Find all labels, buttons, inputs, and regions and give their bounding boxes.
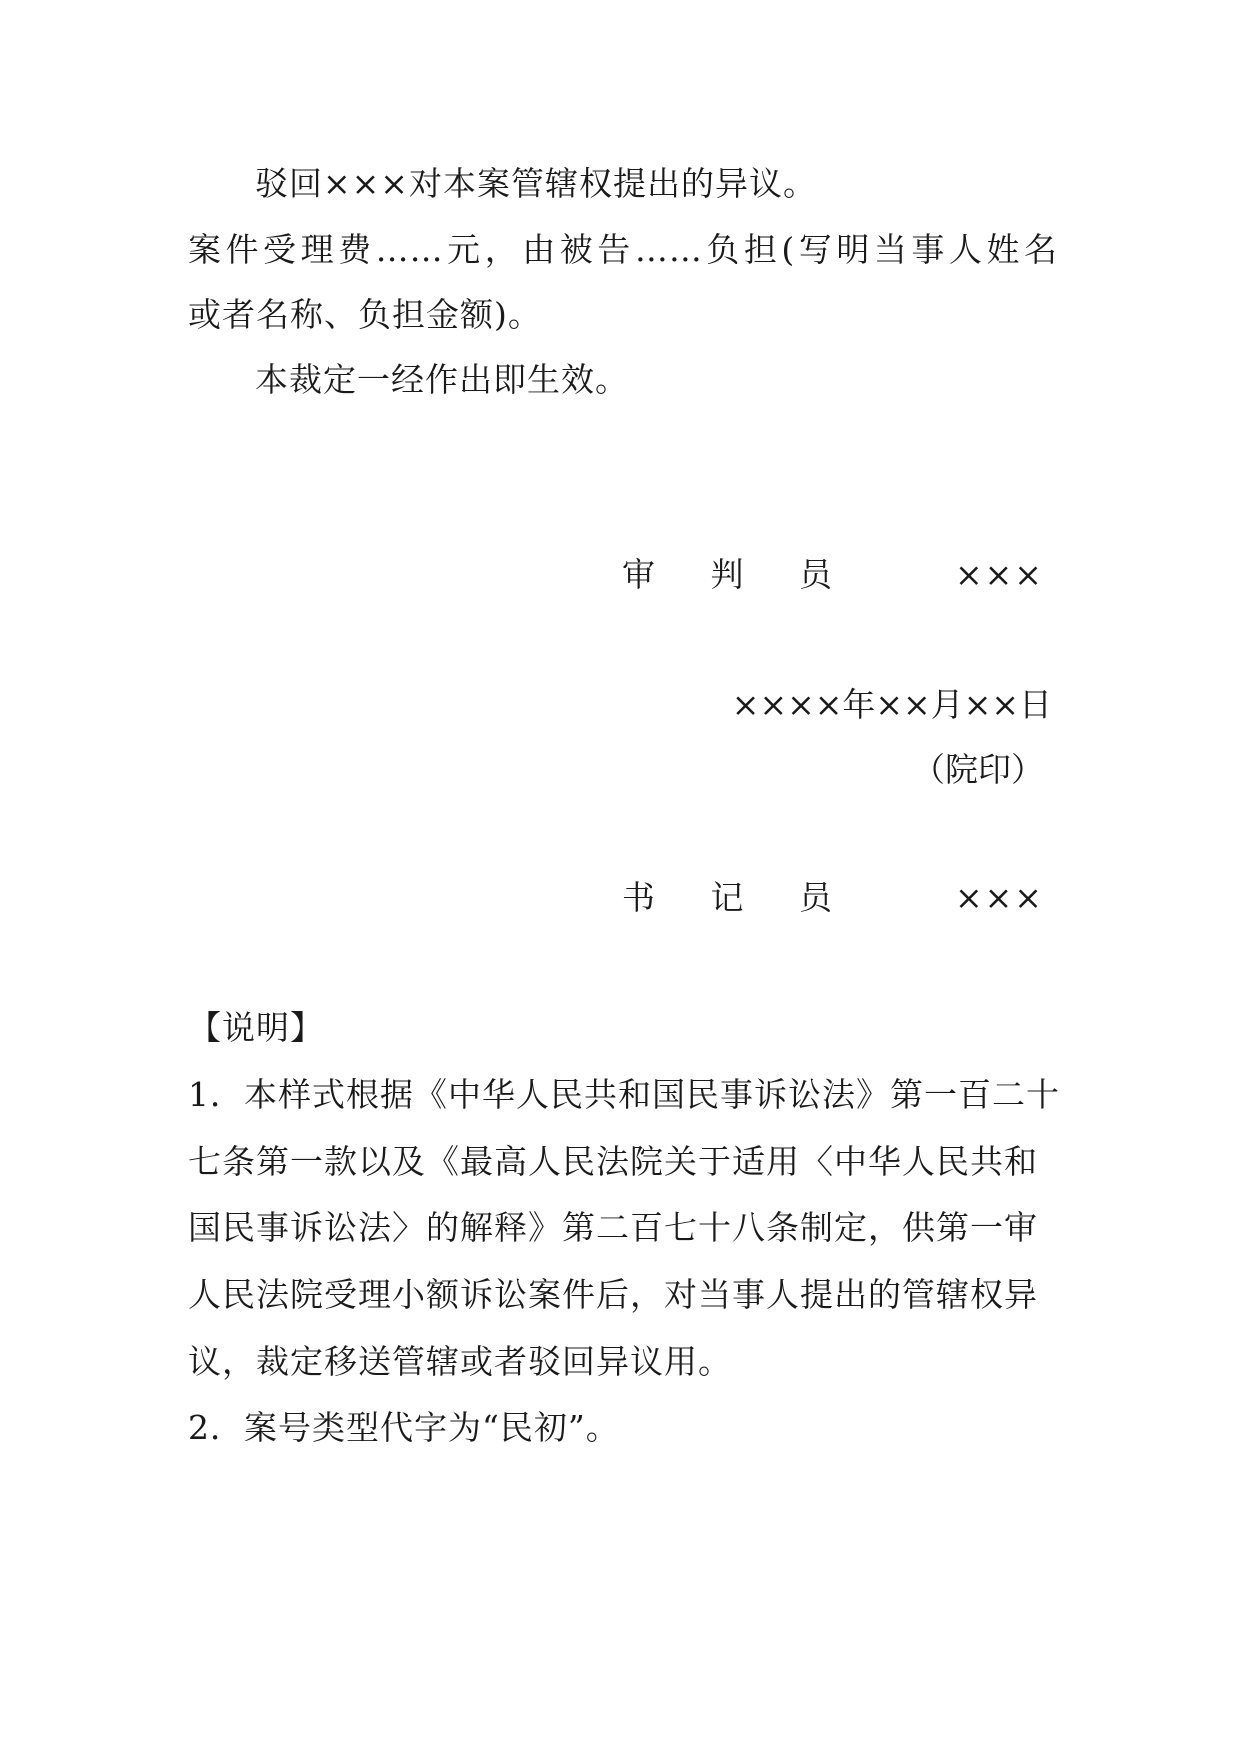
- note-2: 2．案号类型代字为“民初”。: [188, 1408, 620, 1447]
- notes-heading: 【说明】: [188, 1008, 324, 1047]
- note-1-line-4: 人民法院受理小额诉讼案件后，对当事人提出的管辖权异: [188, 1275, 1038, 1314]
- note-1-line-1: 1．本样式根据《中华人民共和国民事诉讼法》第一百二十: [188, 1075, 1060, 1114]
- ruling-paragraph-dismiss: 驳回×××对本案管辖权提出的异议。: [255, 164, 817, 203]
- clerk-name: ×××: [955, 878, 1044, 917]
- judge-name: ×××: [955, 555, 1044, 594]
- court-seal-note: （院印）: [912, 750, 1044, 789]
- judge-label: 审 判 员: [622, 555, 832, 594]
- note-1-line-2: 七条第一款以及《最高人民法院关于适用〈中华人民共和: [188, 1142, 1038, 1181]
- ruling-paragraph-effective: 本裁定一经作出即生效。: [255, 360, 629, 399]
- note-1-line-5: 议，裁定移送管辖或者驳回异议用。: [188, 1342, 732, 1381]
- ruling-date: ××××年××月××日: [731, 685, 1052, 724]
- note-1-line-3: 国民事诉讼法〉的解释》第二百七十八条制定，供第一审: [188, 1208, 1038, 1247]
- ruling-paragraph-fee-line1: 案件受理费……元，由被告……负担(写明当事人姓名: [188, 230, 1058, 269]
- clerk-label: 书 记 员: [622, 878, 832, 917]
- ruling-paragraph-fee-line2: 或者名称、负担金额)。: [188, 295, 542, 334]
